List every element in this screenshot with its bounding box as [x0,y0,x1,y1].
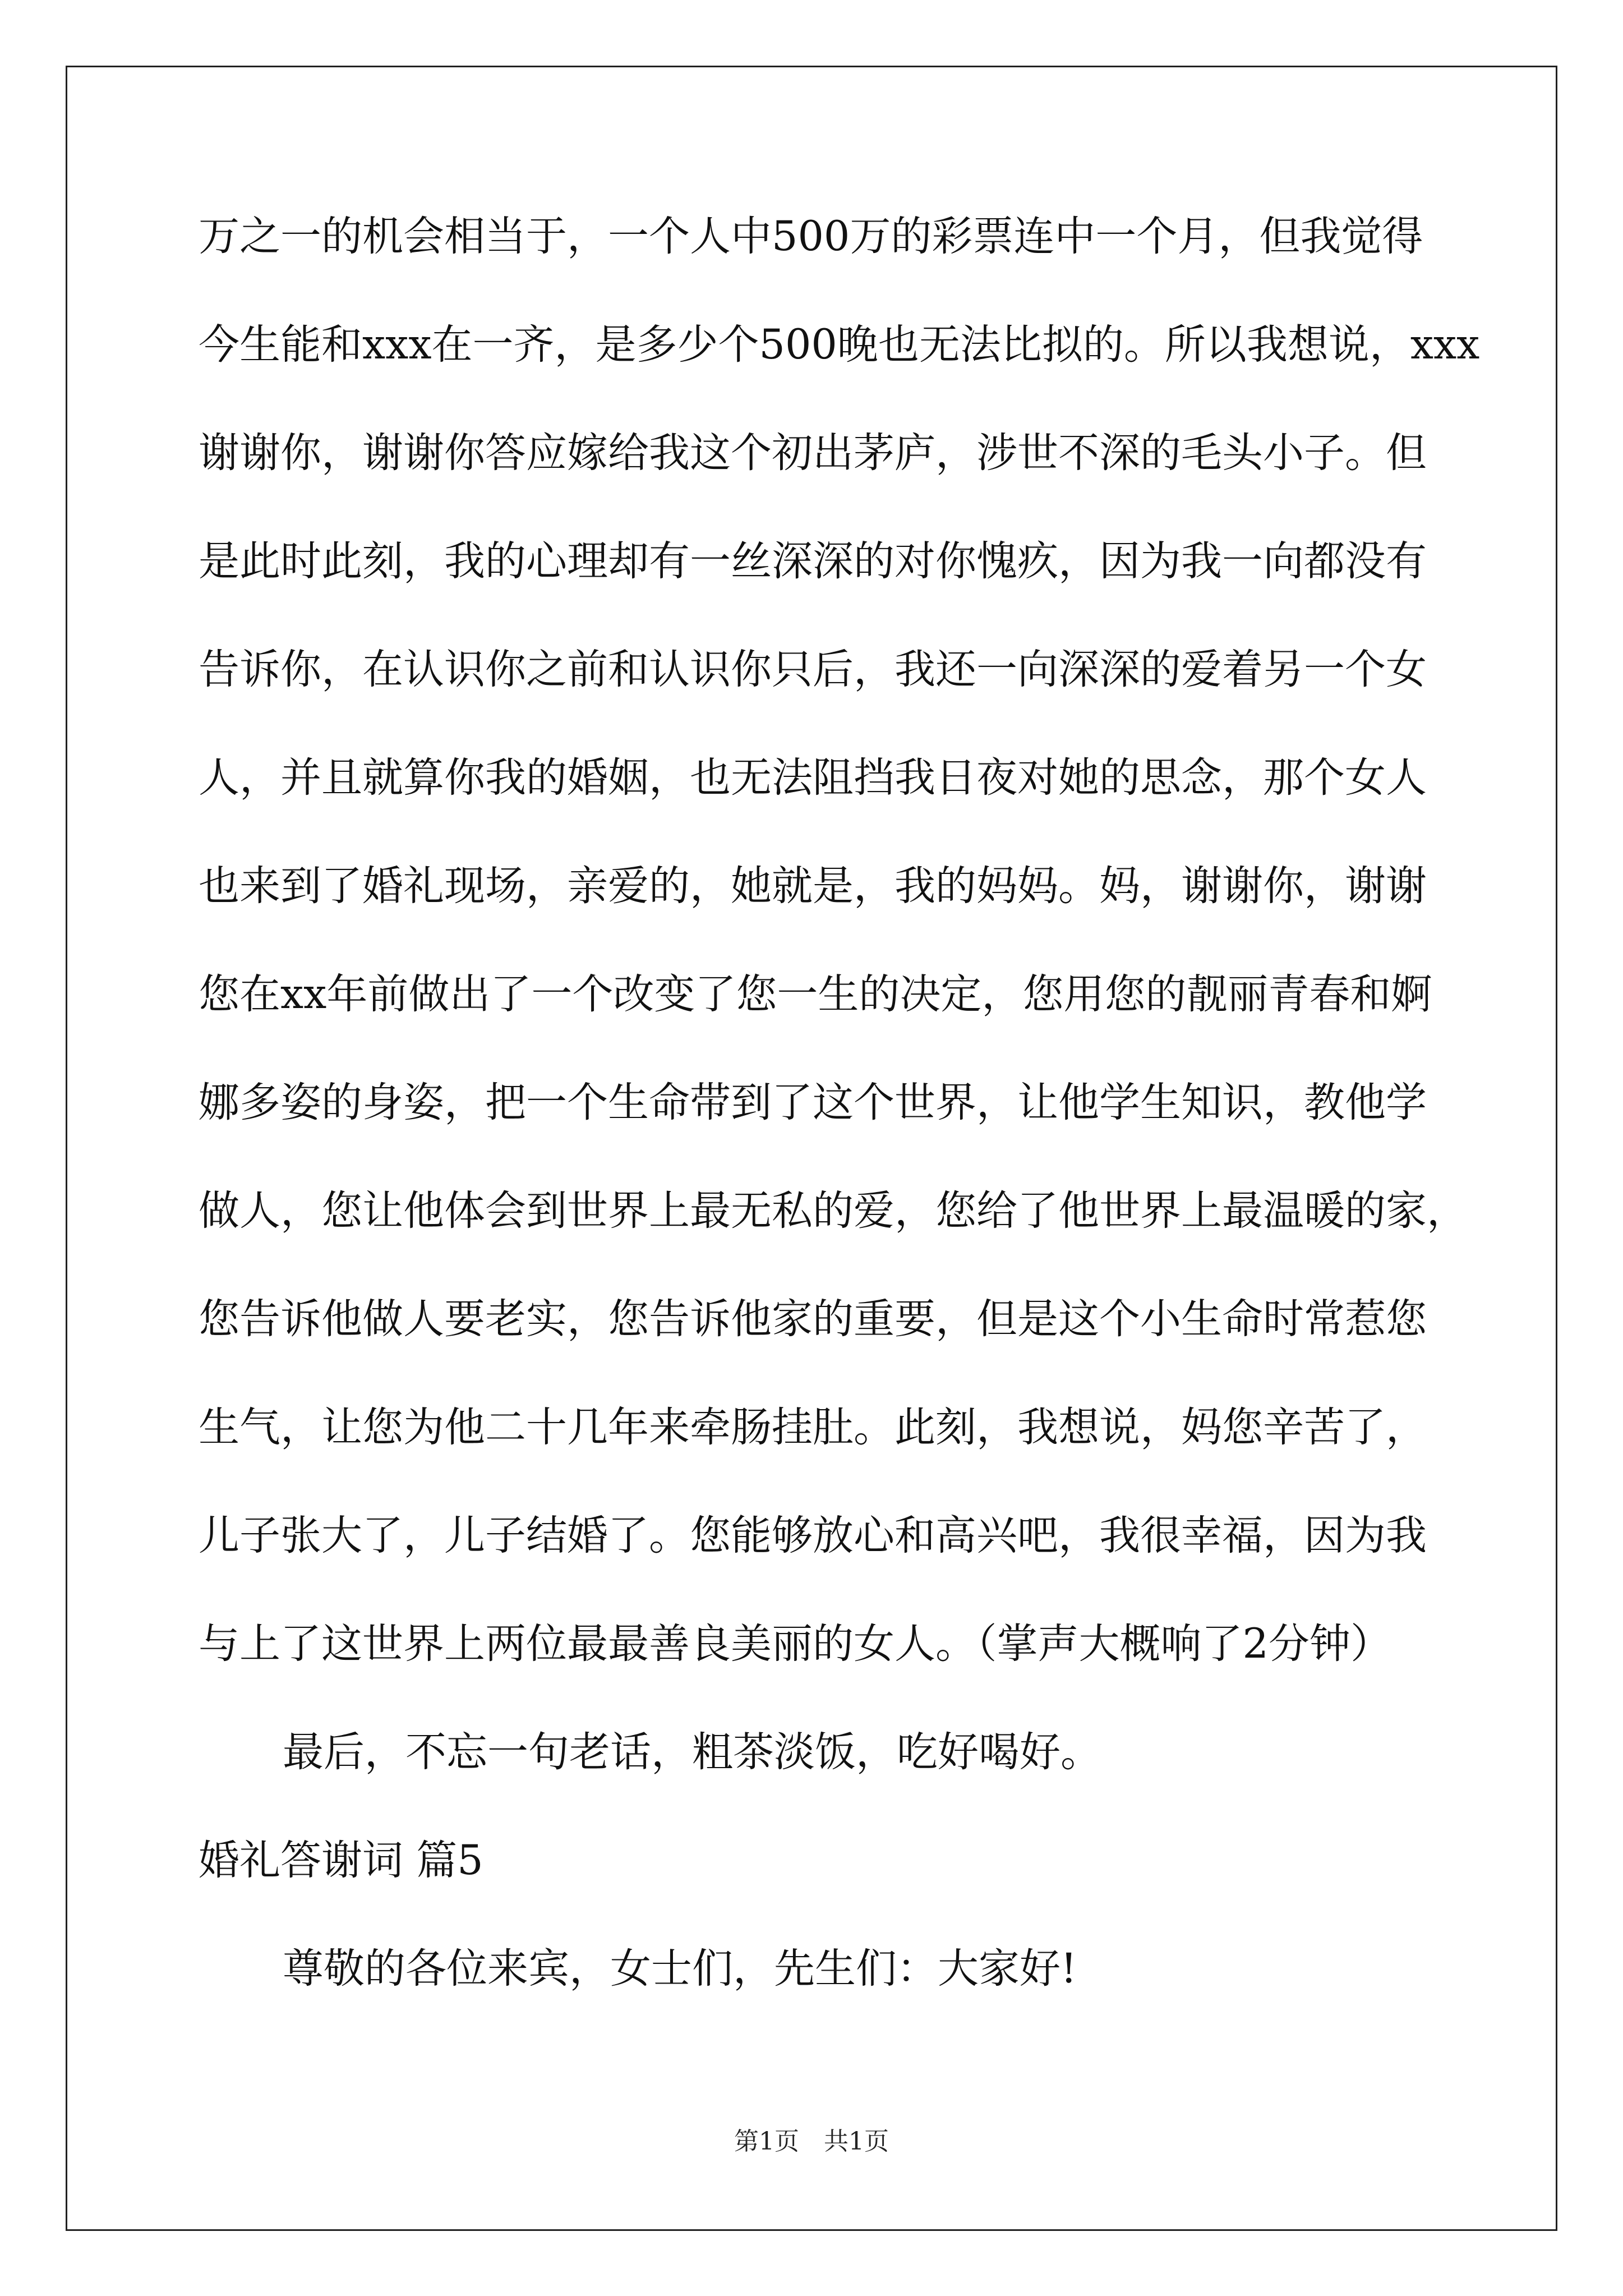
body-line-1: 万之一的机会相当于，一个人中500万的彩票连中一个月，但我觉得 [199,213,1423,260]
section-heading: 婚礼答谢词 篇5 [199,1837,483,1884]
body-line-14: 与上了这世界上两位最最善良美丽的女人。（掌声大概响了2分钟） [199,1620,1391,1668]
body-line-3: 谢谢你，谢谢你答应嫁给我这个初出茅庐，涉世不深的毛头小子。但 [199,429,1427,477]
body-line-11: 您告诉他做人要老实，您告诉他家的重要，但是这个小生命时常惹您 [199,1295,1427,1343]
body-line-5: 告诉你，在认识你之前和认识你只后，我还一向深深的爱着另一个女 [199,646,1427,693]
body-line-4: 是此时此刻，我的心理却有一丝深深的对你愧疚，因为我一向都没有 [199,537,1427,585]
body-line-8: 您在xx年前做出了一个改变了您一生的决定，您用您的靓丽青春和婀 [199,970,1432,1018]
body-line-12: 生气，让您为他二十几年来牵肠挂肚。此刻，我想说，妈您辛苦了， [199,1404,1427,1451]
greeting-line: 尊敬的各位来宾，女士们，先生们：大家好! [283,1945,1077,1993]
closing-line: 最后，不忘一句老话，粗茶淡饭，吃好喝好。 [283,1728,1101,1776]
body-line-9: 娜多姿的身姿，把一个生命带到了这个世界，让他学生知识，教他学 [199,1079,1427,1126]
body-line-10: 做人，您让他体会到世界上最无私的爱，您给了他世界上最温暖的家， [199,1187,1468,1235]
body-line-2: 今生能和xxx在一齐，是多少个500晚也无法比拟的。所以我想说，xxx [199,321,1480,369]
page-number-footer: 第1页 共1页 [734,2127,889,2156]
body-line-13: 儿子张大了，儿子结婚了。您能够放心和高兴吧，我很幸福，因为我 [199,1512,1427,1559]
page-border [66,66,1557,2231]
body-line-7: 也来到了婚礼现场，亲爱的，她就是，我的妈妈。妈，谢谢你，谢谢 [199,862,1427,910]
body-line-6: 人，并且就算你我的婚姻，也无法阻挡我日夜对她的思念，那个女人 [199,754,1427,802]
